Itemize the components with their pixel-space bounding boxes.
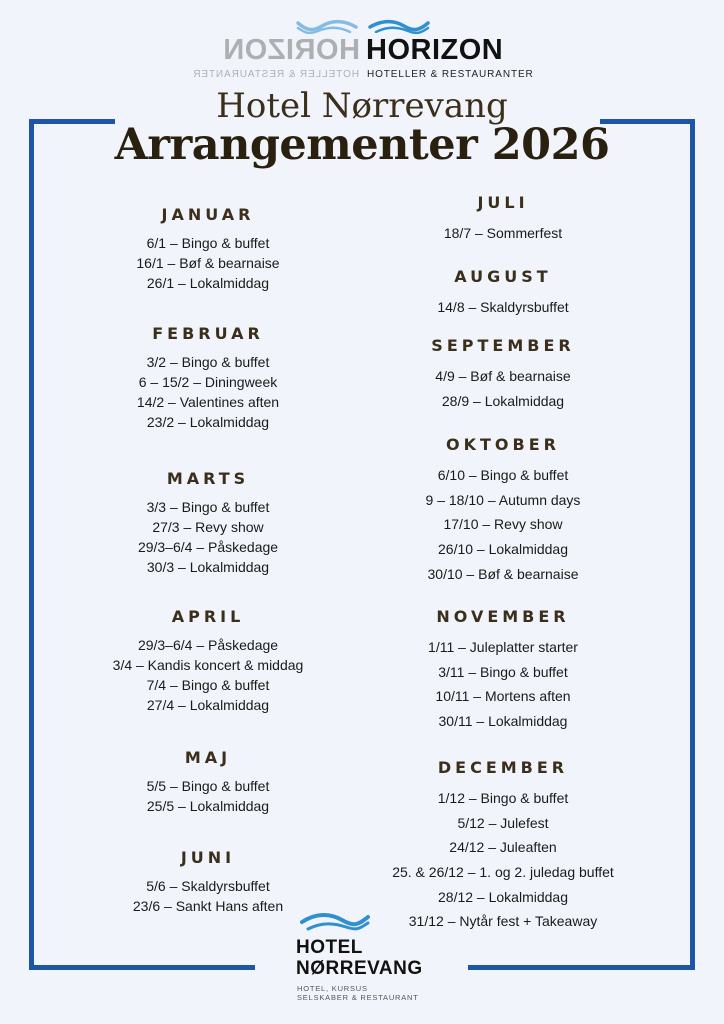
- wave-icon: [368, 18, 430, 34]
- frame-right-border: [690, 119, 695, 969]
- event-item: 23/6 – Sankt Hans aften: [132, 898, 284, 914]
- month-heading: SEPTEMBER: [431, 336, 575, 355]
- wave-icon: [300, 910, 370, 932]
- event-item: 17/10 – Revy show: [443, 516, 563, 533]
- event-item: 18/7 – Sommerfest: [443, 225, 563, 241]
- footer-logo-subtitle2: SELSKABER & RESTAURANT: [297, 993, 419, 1002]
- event-item: 9 – 18/10 – Autumn days: [425, 491, 581, 508]
- wave-icon: [296, 18, 358, 34]
- event-item: 26/1 – Lokalmiddag: [146, 275, 270, 291]
- month-heading: NOVEMBER: [436, 607, 570, 626]
- month-november: [353, 605, 653, 734]
- event-item: 1/12 – Bingo & buffet: [437, 790, 569, 806]
- event-item: 5/6 – Skaldyrsbuffet: [146, 878, 270, 894]
- event-item: 30/11 – Lokalmiddag: [438, 713, 568, 730]
- event-item: 3/4 – Kandis koncert & middag: [112, 657, 304, 673]
- month-maj: [58, 746, 358, 816]
- month-august: [353, 265, 653, 320]
- event-item: 25. & 26/12 – 1. og 2. juledag buffet: [392, 864, 614, 881]
- logo-wordmark: HORIZON: [366, 34, 504, 66]
- event-item: 10/11 – Mortens aften: [435, 688, 571, 705]
- page-title: Arrangementer 2026: [114, 120, 610, 170]
- month-januar: [58, 203, 358, 293]
- month-juni: [58, 846, 358, 916]
- footer-logo-subtitle1: HOTEL, KURSUS: [297, 984, 368, 993]
- month-juli: [353, 191, 653, 246]
- event-item: 27/3 – Revy show: [152, 519, 264, 535]
- month-heading: JULI: [477, 193, 529, 212]
- logo-subtitle-reflection: HOTELLER & RESTAURANTER: [192, 69, 359, 80]
- event-item: 5/5 – Bingo & buffet: [146, 778, 270, 794]
- month-heading: APRIL: [171, 607, 245, 626]
- event-item: 29/3–6/4 – Påskedage: [137, 539, 279, 555]
- event-item: 7/4 – Bingo & buffet: [146, 677, 270, 693]
- month-heading: DECEMBER: [437, 758, 569, 777]
- month-marts: [58, 467, 358, 577]
- event-item: 5/12 – Julefest: [457, 814, 549, 831]
- month-oktober: [353, 433, 653, 586]
- month-heading: AUGUST: [454, 267, 552, 286]
- event-item: 3/11 – Bingo & buffet: [438, 663, 568, 680]
- logo-wordmark-reflection: HORIZON: [222, 34, 360, 66]
- event-item: 6/1 – Bingo & buffet: [146, 235, 270, 251]
- event-item: 28/12 – Lokalmiddag: [438, 888, 568, 905]
- horizon-logo: [366, 18, 534, 84]
- month-heading: MARTS: [166, 469, 250, 488]
- event-item: 23/2 – Lokalmiddag: [146, 414, 270, 430]
- event-item: 28/9 – Lokalmiddag: [441, 392, 565, 409]
- frame-left-border: [29, 119, 34, 969]
- month-heading: JUNI: [180, 848, 236, 867]
- event-item: 30/10 – Bøf & bearnaise: [427, 565, 579, 582]
- logo-subtitle: HOTELLER & RESTAURANTER: [367, 69, 534, 80]
- hotel-norrevang-logo: [296, 910, 446, 1010]
- footer-logo-line2: NØRREVANG: [296, 958, 423, 979]
- horizon-logo-reflection: [192, 18, 360, 84]
- month-september: [353, 334, 653, 413]
- event-item: 4/9 – Bøf & bearnaise: [435, 368, 571, 384]
- event-item: 3/3 – Bingo & buffet: [146, 499, 270, 515]
- event-item: 14/2 – Valentines aften: [136, 394, 280, 410]
- event-item: 29/3–6/4 – Påskedage: [137, 637, 279, 653]
- event-item: 3/2 – Bingo & buffet: [146, 354, 270, 370]
- event-item: 1/11 – Juleplatter starter: [428, 639, 578, 655]
- event-item: 6/10 – Bingo & buffet: [437, 467, 569, 483]
- event-item: 30/3 – Lokalmiddag: [146, 559, 270, 575]
- event-item: 27/4 – Lokalmiddag: [146, 697, 270, 713]
- month-heading: OKTOBER: [446, 435, 560, 454]
- event-item: 16/1 – Bøf & bearnaise: [136, 255, 280, 271]
- event-item: 6 – 15/2 – Diningweek: [138, 374, 278, 390]
- event-item: 14/8 – Skaldyrsbuffet: [437, 299, 569, 315]
- month-heading: FEBRUAR: [152, 324, 264, 343]
- month-december: [353, 756, 653, 934]
- month-april: [58, 605, 358, 715]
- hotel-name: Hotel Nørrevang: [216, 86, 508, 126]
- frame-bottom-right-border: [468, 965, 695, 970]
- month-februar: [58, 322, 358, 432]
- event-item: 31/12 – Nytår fest + Takeaway: [408, 913, 598, 930]
- frame-bottom-left-border: [29, 965, 255, 970]
- month-heading: MAJ: [184, 748, 232, 767]
- event-item: 25/5 – Lokalmiddag: [146, 798, 270, 814]
- month-heading: JANUAR: [161, 205, 255, 224]
- footer-logo-line1: HOTEL: [296, 937, 363, 958]
- event-item: 24/12 – Juleaften: [449, 839, 557, 856]
- event-item: 26/10 – Lokalmiddag: [438, 541, 568, 558]
